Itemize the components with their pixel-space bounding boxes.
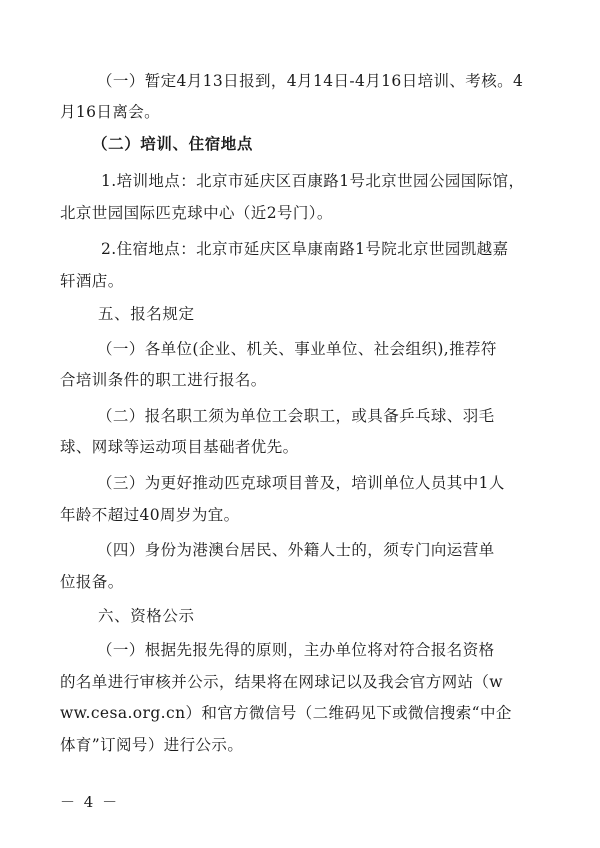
reg-3-line-2: 年龄不超过40周岁为宜。 xyxy=(60,506,240,524)
reg-3-line-1: （三）为更好推动匹克球项目普及，培训单位人员其中1人 xyxy=(97,474,505,492)
reg-2-line-2: 球、网球等运动项目基础者优先。 xyxy=(60,438,299,456)
reg-1-line-2: 合培训条件的职工进行报名。 xyxy=(60,371,267,389)
pub-1-line-4: 体育”订阅号）进行公示。 xyxy=(60,736,244,754)
page-number: － 4 － xyxy=(60,793,120,811)
para-1-line-2: 月16日离会。 xyxy=(60,103,161,121)
reg-4-line-1: （四）身份为港澳台居民、外籍人士的，须专门向运营单 xyxy=(97,541,495,559)
venue-line-1: 1.培训地点：北京市延庆区百康路1号北京世园公园国际馆， xyxy=(101,172,525,190)
reg-1-line-1: （一）各单位(企业、机关、事业单位、社会组织),推荐符 xyxy=(97,340,497,358)
reg-2-line-1: （二）报名职工须为单位工会职工，或具备乒乓球、羽毛 xyxy=(97,407,495,425)
section-registration-heading: 五、报名规定 xyxy=(98,305,195,323)
para-1-line-1: （一）暂定4月13日报到，4月14日-4月16日培训、考核。4 xyxy=(97,72,524,90)
section-publicity-heading: 六、资格公示 xyxy=(98,607,195,625)
pub-1-line-2: 的名单进行审核并公示，结果将在网球记以及我会官方网站（w xyxy=(60,673,503,691)
pub-1-line-3: ww.cesa.org.cn）和官方微信号（二维码见下或微信搜索“中企 xyxy=(60,704,512,722)
venue-line-2: 北京世园国际匹克球中心（近2号门）。 xyxy=(60,204,333,222)
pub-1-line-1: （一）根据先报先得的原则，主办单位将对符合报名资格 xyxy=(97,641,495,659)
lodging-line-1: 2.住宿地点：北京市延庆区阜康南路1号院北京世园凯越嘉 xyxy=(101,240,509,258)
heading-training-lodging: （二）培训、住宿地点 xyxy=(92,135,254,153)
lodging-line-2: 轩酒店。 xyxy=(60,272,124,290)
reg-4-line-2: 位报备。 xyxy=(60,573,124,591)
